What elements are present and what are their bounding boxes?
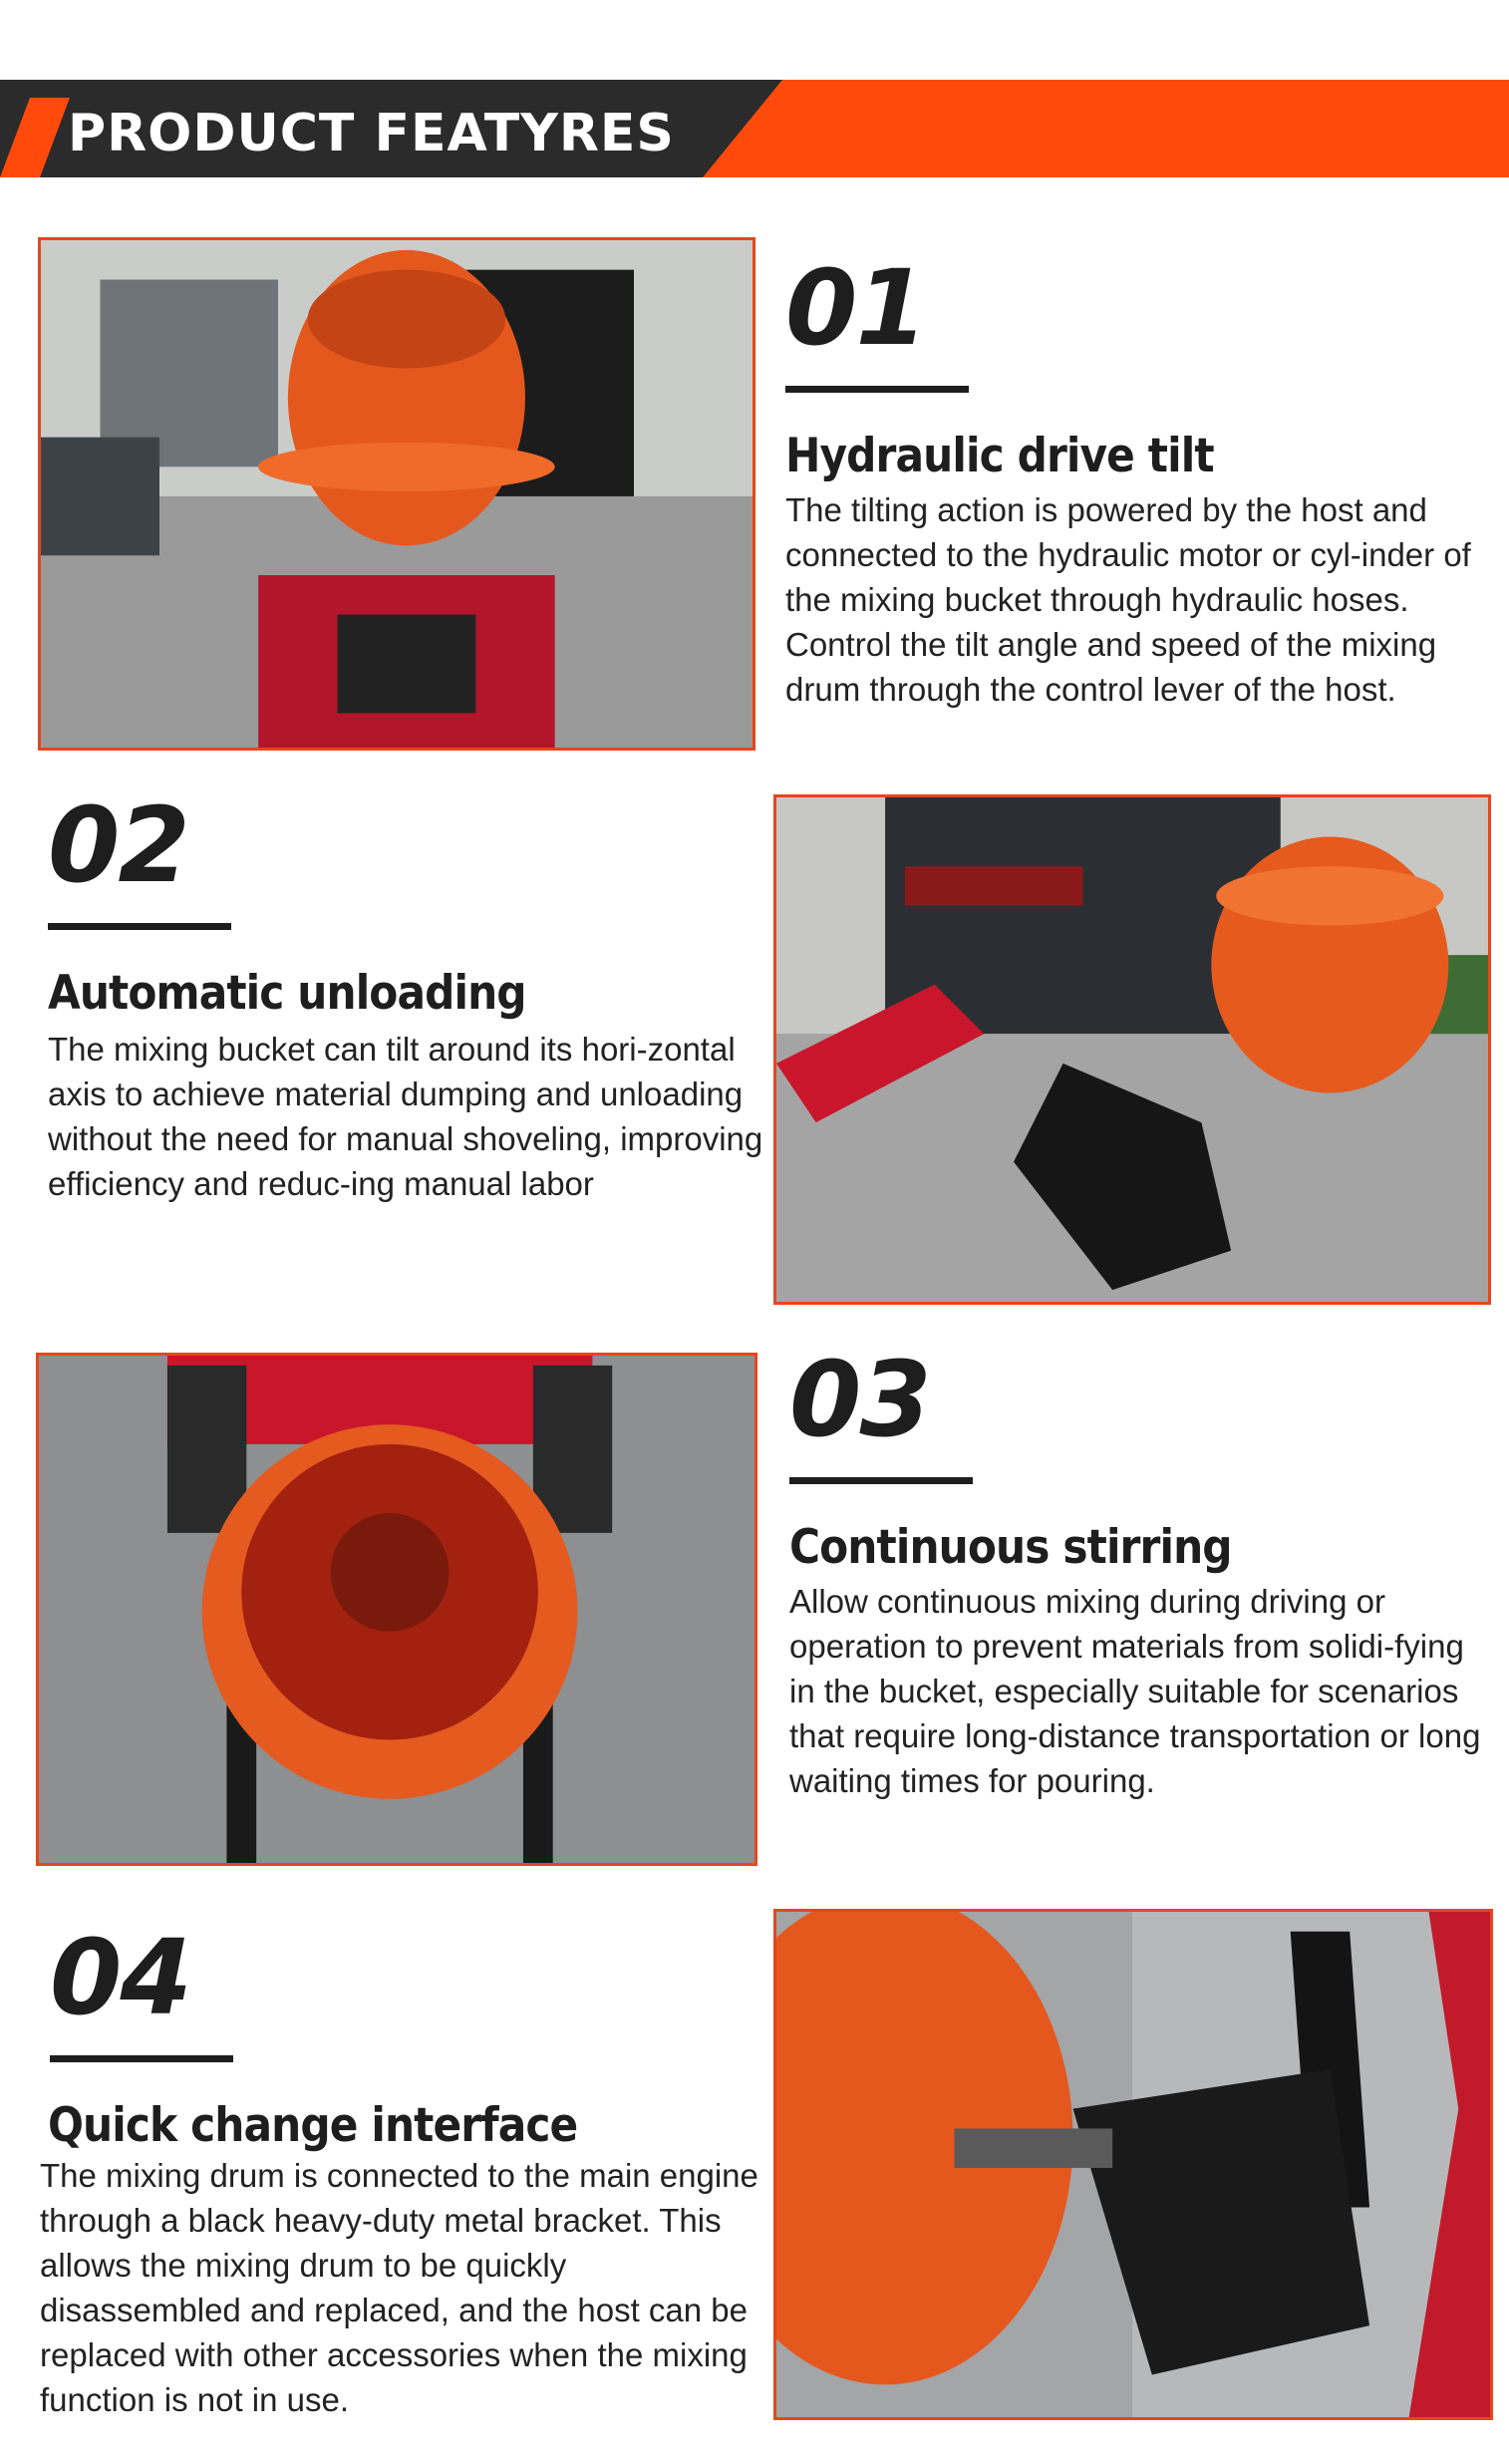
divider xyxy=(785,386,969,393)
feature-02-photo xyxy=(773,794,1491,1305)
feature-03-text xyxy=(789,1336,1497,1803)
feature-04-text xyxy=(40,1914,767,2422)
feature-number: 02 xyxy=(48,784,188,906)
divider xyxy=(48,923,231,930)
feature-03-photo xyxy=(36,1353,757,1866)
feature-number: 04 xyxy=(50,1917,190,2038)
page-title: PRODUCT FEATYRES xyxy=(68,104,675,163)
feature-title: Continuous stirring xyxy=(789,1520,1232,1575)
feature-description: The mixing bucket can tilt around its hori-zontal axis to achieve material dumping and unloading without the need for manual shoveling, improving efficiency and reduc-ing manual labor xyxy=(48,1031,763,1202)
feature-number: 03 xyxy=(789,1339,930,1460)
feature-description: The mixing drum is connected to the main engine through a black heavy-duty metal bracket. This allows the mixing drum to be quickly disassembled and replaced, and the host can be replaced with other accessories when the mixing function is not in use. xyxy=(40,2157,758,2418)
feature-description: The tilting action is powered by the host and connected to the hydraulic motor or cyl-inder of the mixing bucket through hydraulic hoses. Control the tilt angle and speed of the mixing drum through the control lever of the host. xyxy=(785,491,1471,708)
divider xyxy=(50,2055,233,2062)
divider xyxy=(789,1477,973,1484)
header-banner xyxy=(0,80,1509,177)
feature-02-text xyxy=(48,784,765,1206)
feature-title: Automatic unloading xyxy=(48,966,526,1021)
feature-number: 01 xyxy=(785,247,926,369)
feature-title: Quick change interface xyxy=(48,2098,578,2153)
feature-01-text xyxy=(785,244,1495,712)
feature-01-photo xyxy=(38,237,755,751)
feature-description: Allow continuous mixing during driving or operation to prevent materials from solidi-fying in the bucket, especially suitable for scenarios that require long-distance transportation or long waiting times for pouring. xyxy=(789,1583,1481,1799)
feature-title: Hydraulic drive tilt xyxy=(785,429,1214,483)
feature-04-photo xyxy=(773,1909,1493,2420)
